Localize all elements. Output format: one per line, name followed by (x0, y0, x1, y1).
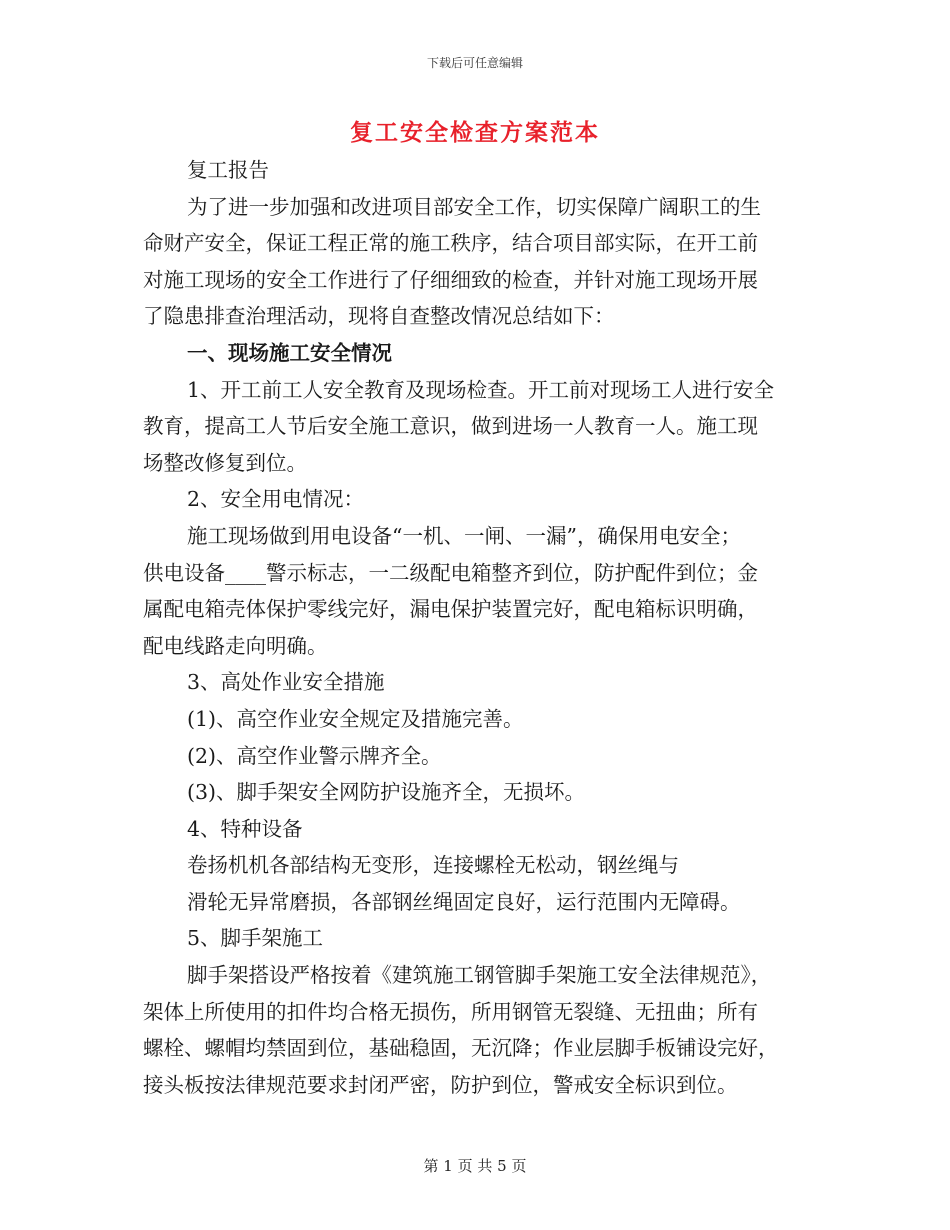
paragraph-line: 施工现场做到用电设备“一机、一闸、一漏”，确保用电安全； (187, 523, 741, 548)
paragraph-line: 卷扬机机各部结构无变形，连接螺栓无松动，钢丝绳与 (187, 853, 679, 878)
paragraph-line: 螺栓、螺帽均禁固到位，基础稳固，无沉降；作业层脚手板铺设完好， (143, 1036, 779, 1061)
list-item: (3)、脚手架安全网防护设施齐全，无损坏。 (187, 780, 586, 805)
paragraph-line: 为了进一步加强和改进项目部安全工作，切实保障广阔职工的生 (187, 194, 761, 219)
paragraph-line: 复工报告 (187, 158, 269, 182)
paragraph-line: 接头板按法律规范要求封闭严密，防护到位，警戒安全标识到位。 (143, 1072, 738, 1097)
list-item: (1)、高空作业安全规定及措施完善。 (187, 706, 524, 731)
paragraph-line: 供电设备____警示标志，一二级配电箱整齐到位，防护配件到位；金 (143, 560, 758, 585)
list-item: (2)、高空作业警示牌齐全。 (187, 743, 442, 768)
paragraph-line: 教育，提高工人节后安全施工意识，做到进场一人教育一人。施工现 (143, 414, 758, 439)
paragraph-line: 对施工现场的安全工作进行了仔细细致的检查，并针对施工现场开展 (143, 267, 758, 292)
paragraph-line: 滑轮无异常磨损，各部钢丝绳固定良好，运行范围内无障碍。 (187, 889, 741, 914)
paragraph-line: 属配电箱壳体保护零线完好，漏电保护装置完好，配电箱标识明确， (143, 597, 758, 622)
subsection-heading: 5、脚手架施工 (187, 926, 324, 951)
header-note: 下载后可任意编辑 (426, 56, 523, 70)
paragraph-line: 场整改修复到位。 (143, 450, 307, 475)
subsection-heading: 3、高处作业安全措施 (187, 670, 385, 695)
subsection-heading: 2、安全用电情况： (187, 487, 365, 512)
paragraph-line: 1、开工前工人安全教育及现场检查。开工前对现场工人进行安全 (187, 377, 775, 402)
paragraph-line: 配电线路走向明确。 (143, 633, 328, 658)
paragraph-line: 架体上所使用的扣件均合格无损伤，所用钢管无裂缝、无扭曲；所有 (143, 999, 758, 1024)
page-footer: 第 1 页 共 5 页 (423, 1157, 527, 1175)
paragraph-line: 脚手架搭设严格按着《建筑施工钢管脚手架施工安全法律规范》， (187, 963, 772, 988)
subsection-heading: 4、特种设备 (187, 816, 303, 841)
paragraph-line: 命财产安全，保证工程正常的施工秩序，结合项目部实际，在开工前 (143, 231, 758, 256)
document-body (143, 152, 815, 1103)
section-heading: 一、现场施工安全情况 (187, 340, 392, 365)
paragraph-line: 了隐患排查治理活动，现将自查整改情况总结如下： (143, 304, 615, 329)
document-title: 复工安全检查方案范本 (350, 119, 600, 146)
